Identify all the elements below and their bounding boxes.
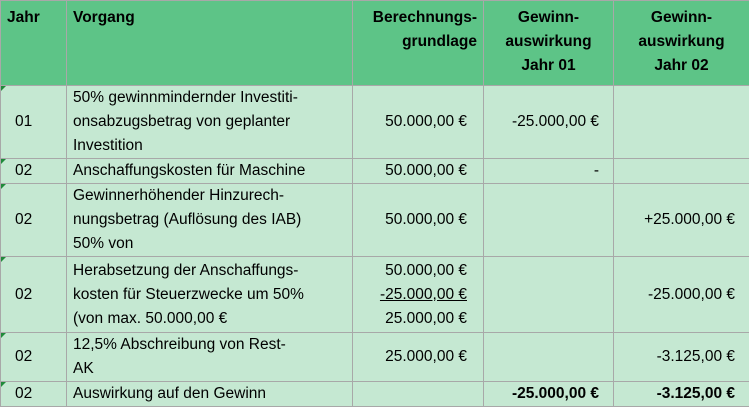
cell-gewinn-01 [484, 333, 614, 382]
table-row [1, 257, 749, 333]
cell-vorgang [67, 333, 353, 382]
cell-vorgang [67, 382, 353, 407]
cell-gewinn-01: -25.000,00 € [484, 86, 614, 159]
vorgang-line: kosten für Steuerzwecke um 50% [73, 285, 304, 303]
cell-vorgang [67, 257, 353, 333]
cell-jahr: 01 [1, 86, 67, 159]
vorgang-line: Herabsetzung der Anschaffungs- [73, 261, 299, 279]
header-basis-line-1: Berechnungs- [372, 9, 477, 26]
cell-basis: 25.000,00 € [353, 333, 484, 382]
header-jahr: Jahr [1, 1, 67, 86]
cell-gewinn-02: -3.125,00 € [614, 333, 749, 382]
header-vorgang: Vorgang [67, 1, 353, 86]
header-g1-line-2: auswirkung [505, 33, 592, 50]
cell-basis: 50.000,00 € [353, 86, 484, 159]
table-row [1, 333, 749, 382]
header-gewinn-jahr-01 [484, 1, 614, 86]
cell-gewinn-02 [614, 86, 749, 159]
cell-gewinn-01 [484, 184, 614, 257]
cell-basis [353, 257, 484, 333]
header-berechnungsgrundlage [353, 1, 484, 86]
cell-vorgang [67, 86, 353, 159]
cell-basis: 50.000,00 € [353, 159, 484, 184]
cell-jahr: 02 [1, 257, 67, 333]
cell-gewinn-02: +25.000,00 € [614, 184, 749, 257]
vorgang-line: Investition [73, 137, 143, 154]
vorgang-line: AK [73, 360, 94, 377]
table-row [1, 86, 749, 159]
vorgang-line: Gewinnerhöhender Hinzurech- [73, 187, 285, 204]
cell-vorgang [67, 159, 353, 184]
table-row-total [1, 382, 749, 407]
header-g1-line-3: Jahr 01 [521, 57, 576, 74]
cell-basis: 50.000,00 € [353, 184, 484, 257]
cell-jahr: 02 [1, 333, 67, 382]
cell-basis [353, 382, 484, 407]
basis-line-subtraction: -25.000,00 € [379, 285, 467, 303]
cell-gewinn-02 [614, 159, 749, 184]
header-row [1, 1, 749, 86]
header-basis-line-2: grundlage [402, 33, 477, 50]
cell-gewinn-02-total: -3.125,00 € [614, 382, 749, 407]
table-row [1, 159, 749, 184]
cell-gewinn-01 [484, 257, 614, 333]
header-g2-line-1: Gewinn- [650, 9, 713, 26]
vorgang-line: 50% von [73, 235, 134, 252]
cell-gewinn-02: -25.000,00 € [614, 257, 749, 333]
table-row [1, 184, 749, 257]
header-g2-line-2: auswirkung [638, 33, 725, 50]
vorgang-line: (von max. 50.000,00 € [73, 309, 228, 327]
vorgang-line: 50% gewinnmindernder Investiti- [73, 89, 298, 106]
cell-gewinn-01-total: -25.000,00 € [484, 382, 614, 407]
header-g2-line-3: Jahr 02 [654, 57, 709, 74]
cell-jahr: 02 [1, 184, 67, 257]
basis-line-result: 25.000,00 € [385, 309, 467, 327]
cell-jahr: 02 [1, 382, 67, 407]
cell-gewinn-01: - [484, 159, 614, 184]
basis-line: 50.000,00 € [385, 261, 467, 279]
vorgang-line: Auswirkung auf den Gewinn [73, 385, 267, 402]
vorgang-line: nungsbetrag (Auflösung des IAB) [73, 211, 302, 228]
header-gewinn-jahr-02 [614, 1, 749, 86]
cell-jahr: 02 [1, 159, 67, 184]
vorgang-line: 12,5% Abschreibung von Rest- [73, 336, 286, 353]
cell-vorgang [67, 184, 353, 257]
vorgang-line: Anschaffungskosten für Maschine [73, 162, 306, 179]
header-g1-line-1: Gewinn- [517, 9, 580, 26]
vorgang-line: onsabzugsbetrag von geplanter [73, 113, 291, 130]
